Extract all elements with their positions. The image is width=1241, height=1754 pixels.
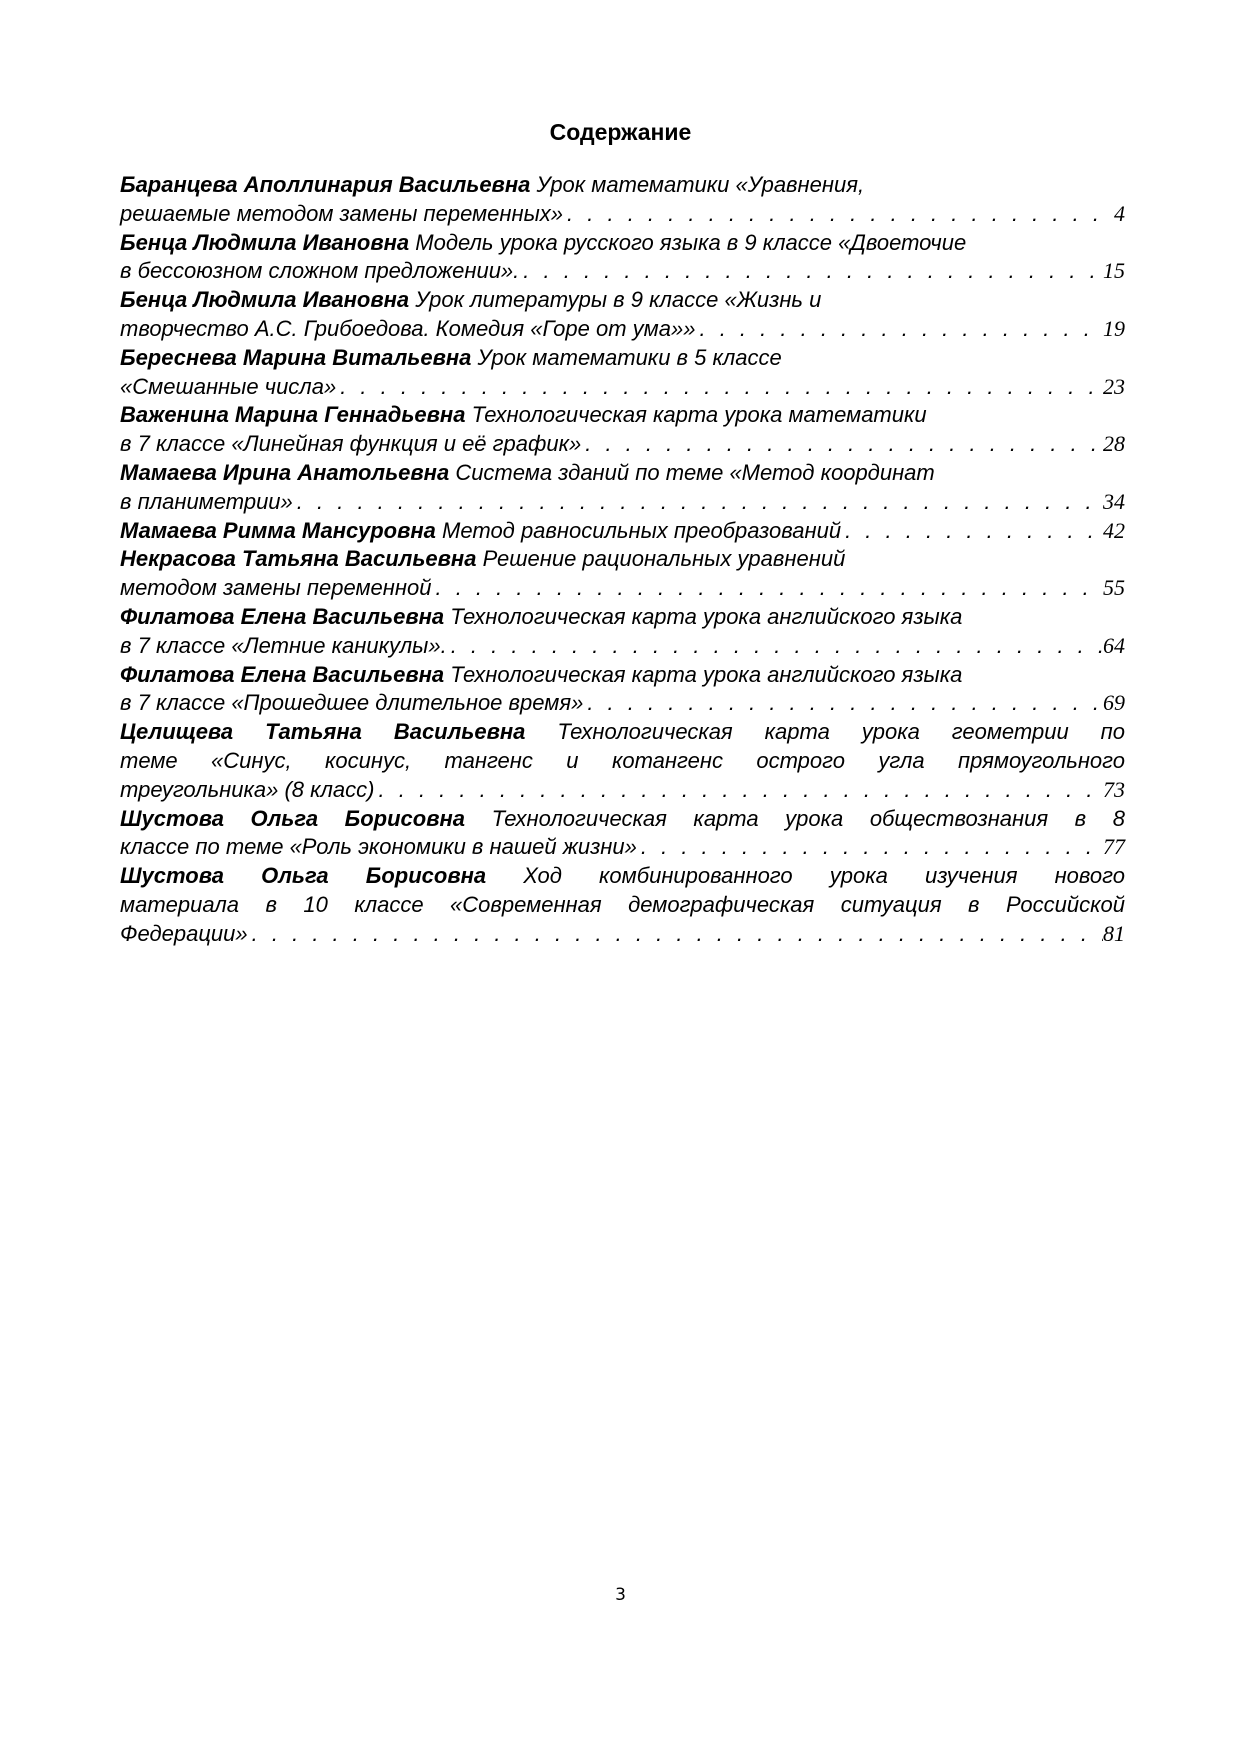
dot-leader (583, 689, 1103, 718)
toc-entry-title-cont: теме «Синус, косинус, тангенс и котангенс острого угла прямоугольного (120, 747, 1125, 773)
page-title: Содержание (549, 119, 692, 145)
toc-entry-author: Целищева Татьяна Васильевна (120, 719, 526, 745)
toc-entry-page: 69 (1103, 690, 1125, 716)
dot-leader (248, 920, 1103, 949)
toc-entry-line (120, 920, 1125, 949)
toc-entry-author: Филатова Елена Васильевна (120, 603, 445, 629)
toc-entry-title: Технологическая карта урока обществознания в 8 (491, 805, 1125, 831)
toc-entry-title: Урок математики в 5 классе (477, 344, 782, 370)
toc-entry-line (120, 661, 1125, 690)
dot-leader (519, 257, 1103, 286)
toc-entry-title: Технологическая карта урока математики (471, 402, 927, 428)
dot-leader (336, 373, 1103, 402)
toc-entry[interactable] (120, 661, 1125, 719)
toc-entry-page: 73 (1103, 776, 1125, 802)
toc-entry-author: Некрасова Татьяна Васильевна (120, 546, 477, 572)
toc-entry-author: Мамаева Римма Мансуровна (120, 517, 436, 543)
toc-entry-line (120, 200, 1125, 229)
toc-entry-page: 19 (1103, 315, 1125, 341)
toc-entry[interactable] (120, 805, 1125, 863)
toc-entry-line (120, 430, 1125, 459)
toc-entry-line (120, 833, 1125, 862)
toc-entry[interactable] (120, 286, 1125, 344)
table-of-contents (120, 171, 1125, 949)
toc-entry-title: Модель урока русского языка в 9 классе «Двоеточие (415, 229, 967, 255)
toc-entry-title-cont: классе по теме «Роль экономики в нашей жизни» (120, 834, 637, 860)
dot-leader (375, 776, 1104, 805)
toc-entry-line (120, 257, 1125, 286)
toc-entry-page: 64 (1103, 632, 1125, 658)
dot-leader (841, 517, 1103, 546)
toc-entry-title-cont: методом замены переменной (120, 575, 432, 601)
toc-entry-title: Урок математики «Уравнения, (536, 172, 865, 197)
toc-entry-author: Шустова Ольга Борисовна (120, 863, 487, 889)
toc-entry-line (120, 776, 1125, 805)
toc-entry-page: 4 (1114, 200, 1125, 226)
toc-entry-title: Решение рациональных уравнений (482, 546, 846, 572)
toc-entry-author: Береснева Марина Витальевна (120, 344, 472, 370)
toc-entry-line (120, 344, 1125, 373)
toc-entry-page: 34 (1103, 488, 1125, 514)
toc-entry-line (120, 805, 1125, 834)
toc-entry-title-cont: в 7 классе «Прошедшее длительное время» (120, 690, 584, 716)
toc-entry-title: Урок литературы в 9 классе «Жизнь и (415, 287, 822, 313)
toc-entry-line (120, 718, 1125, 747)
toc-entry-title-cont: в бессоюзном сложном предложении». (120, 258, 520, 284)
toc-entry-line (120, 401, 1125, 430)
toc-entry-title-cont: материала в 10 классе «Современная демографическая ситуация в Российской (120, 891, 1125, 917)
toc-entry[interactable] (120, 718, 1125, 804)
toc-entry-title-cont: треугольника» (8 класс) (120, 776, 375, 802)
toc-entry-line (120, 545, 1125, 574)
dot-leader (447, 632, 1103, 661)
toc-entry[interactable] (120, 459, 1125, 517)
toc-entry-author: Филатова Елена Васильевна (120, 661, 445, 687)
toc-entry-line (120, 689, 1125, 718)
toc-entry[interactable] (120, 171, 1125, 229)
toc-entry-line (120, 171, 1125, 200)
toc-entry[interactable] (120, 603, 1125, 661)
toc-entry-title-cont: «Смешанные числа» (120, 373, 337, 399)
toc-entry-line (120, 488, 1125, 517)
toc-entry-title-cont: в 7 классе «Линейная функция и её график» (120, 431, 582, 457)
toc-entry-page: 28 (1103, 431, 1125, 457)
toc-entry-line (120, 632, 1125, 661)
toc-entry-title-cont: в планиметрии» (120, 488, 293, 514)
toc-entry-page: 42 (1103, 517, 1125, 543)
toc-entry[interactable] (120, 344, 1125, 402)
toc-entry-author: Бенца Людмила Ивановна (120, 229, 410, 255)
toc-entry-title: Система зданий по теме «Метод координат (455, 459, 935, 485)
toc-entry-title: Ход комбинированного урока изучения нового (523, 863, 1125, 889)
toc-entry-line (120, 373, 1125, 402)
toc-entry-page: 15 (1103, 258, 1125, 284)
dot-leader (431, 574, 1103, 603)
toc-entry-line (120, 574, 1125, 603)
toc-entry-title: Технологическая карта урока английского языка (450, 603, 963, 629)
toc-entry-title-cont: творчество А.С. Грибоедова. Комедия «Горе от ума»» (120, 315, 696, 341)
toc-entry-page: 55 (1103, 575, 1125, 601)
toc-entry-title-cont: решаемые методом замены переменных» (120, 200, 564, 226)
toc-entry-page: 23 (1103, 373, 1125, 399)
dot-leader (581, 430, 1103, 459)
toc-entry[interactable] (120, 229, 1125, 287)
toc-entry[interactable] (120, 401, 1125, 459)
toc-entry-author: Баранцева Аполлинария Васильевна (120, 172, 531, 197)
toc-entry[interactable] (120, 545, 1125, 603)
toc-entry-line (120, 459, 1125, 488)
toc-entry-line (120, 229, 1125, 258)
dot-leader (293, 488, 1103, 517)
toc-entry-page: 77 (1103, 834, 1125, 860)
toc-entry-author: Важенина Марина Геннадьевна (120, 402, 466, 428)
toc-entry-title-cont: в 7 классе «Летние каникулы». (120, 632, 447, 658)
toc-entry-line (120, 315, 1125, 344)
toc-entry-line (120, 603, 1125, 632)
toc-entry-line (120, 891, 1125, 920)
toc-entry-line (120, 862, 1125, 891)
dot-leader (695, 315, 1103, 344)
toc-entry-line (120, 286, 1125, 315)
toc-entry-author: Мамаева Ирина Анатольевна (120, 459, 450, 485)
toc-entry[interactable] (120, 517, 1125, 546)
toc-entry-line (120, 517, 1125, 546)
toc-entry-title-cont: Федерации» (120, 920, 248, 946)
dot-leader (637, 833, 1103, 862)
toc-entry-title: Технологическая карта урока английского языка (450, 661, 963, 687)
toc-entry-page: 81 (1103, 920, 1125, 946)
toc-entry-author: Бенца Людмила Ивановна (120, 287, 410, 313)
toc-entry[interactable] (120, 862, 1125, 948)
toc-entry-author: Шустова Ольга Борисовна (120, 805, 465, 831)
toc-entry-title: Технологическая карта урока геометрии по (557, 719, 1125, 745)
toc-entry-title: Метод равносильных преобразований (442, 517, 842, 543)
dot-leader (563, 200, 1114, 229)
toc-entry-line (120, 747, 1125, 776)
page-number: 3 (615, 1585, 626, 1605)
